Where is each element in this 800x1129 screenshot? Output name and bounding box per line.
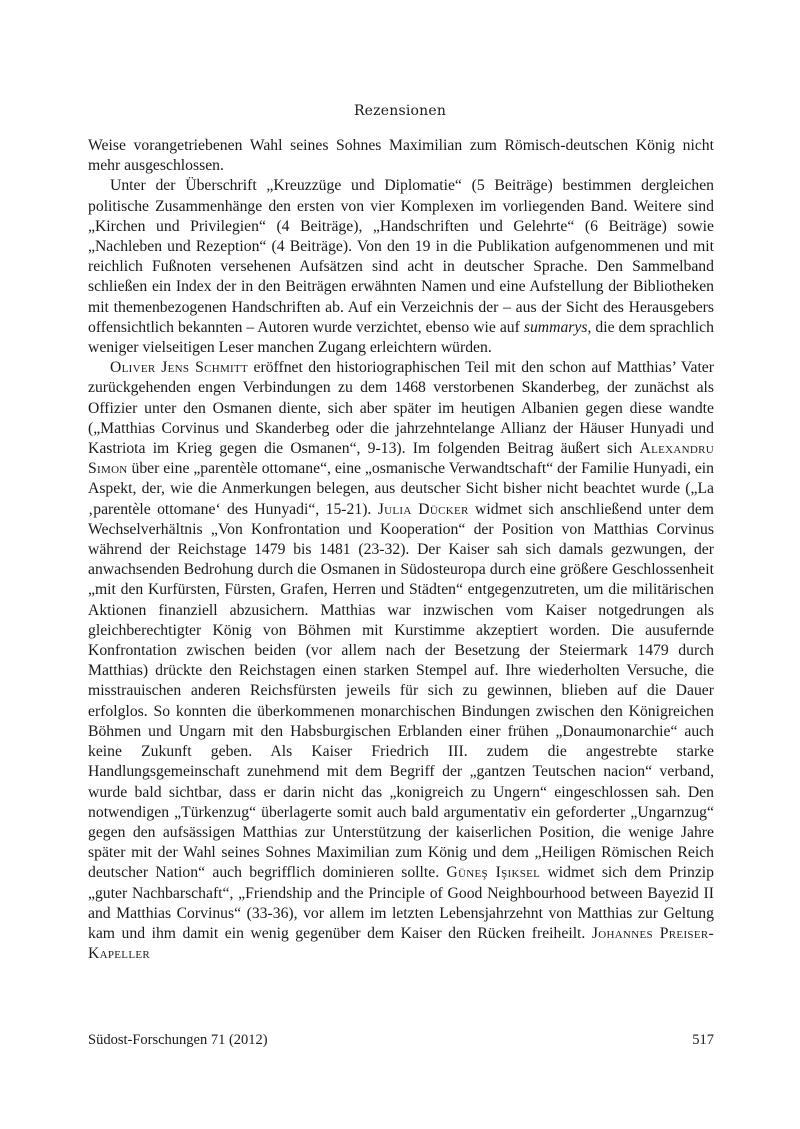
paragraph-3-text-2: über eine „parentèle ottomane“, eine „osmanische Verwandtschaft“ der Familie Hunyadi, ein Aspekt, der, wie die Anmerkungen belegen, aus deutscher Sicht bisher nicht beachtet wurde („La ‚parentèle ottomane‘ des Hunyadi“, 15-21). bbox=[88, 460, 715, 518]
paragraph-3-text-3: widmet sich anschließend unter dem Wechselverhältnis „Von Konfrontation und Kooperation“ der Position von Matthias Corvinus während der Reichstage 1479 bis 1481 (23-32). Der Kaiser sah sich damals gezwungen, der anwachsenden Bedrohung durch die Osmanen in Südosteuropa durch eine größere Geschlossenheit „mit den Kurfürsten, Fürsten, Grafen, Herren und Städten“ entgegenzutreten, um die militärischen Aktionen finanziell abzusichern. Matthias war inzwischen vom Kaiser notgedrungen als gleichberechtigter König von Böhmen mit Kurstimme akzeptiert worden. Die ausufernde Konfrontation zwischen beiden (vor allem nach der Besetzung der Steiermark 1479 durch Matthias) drückte den Reichstagen einen starken Stempel auf. Ihre wiederholten Versuche, die misstrauischen anderen Reichsfürsten jeweils für sich zu gewinnen, blieben auf die Dauer erfolglos. So konnten die überkommenen monarchischen Bindungen zwischen den Königreichen Böhmen und Ungarn mit den Habsburgischen Erblanden einer frühen „Donaumonarchie“ auch keine Zukunft geben. Als Kaiser Friedrich III. zudem die angestrebte starke Handlungsgemeinschaft zunehmend mit dem Begriff der „gantzen Teutschen nacion“ verband, wurde bald sichtbar, dass er darin nicht das „konigreich zu Ungern“ eingeschlossen sah. Den notwendigen „Türkenzug“ überlagerte somit auch bald argumentativ ein geforderter „Ungarnzug“ gegen den aufsässigen Matthias zur Unterstützung der kaiserlichen Position, die wenige Jahre später mit der Wahl seines Sohnes Maximilian zum König und dem „Heiligen Römischen Reich deutscher Nation“ auch begrifflich dominieren sollte. bbox=[88, 500, 714, 882]
paragraph-2-text-after: , die dem sprachlich weniger vielseitigen Leser manchen Zugang erleichtern würden. bbox=[88, 318, 714, 357]
author-name: Güneş Işıksel bbox=[446, 864, 541, 882]
article-body bbox=[88, 136, 714, 964]
paragraph-1 bbox=[88, 136, 714, 176]
italic-term: summarys bbox=[523, 318, 588, 336]
author-name: Johannes Preiser-Kapeller bbox=[88, 924, 714, 963]
page-number: 517 bbox=[692, 1032, 714, 1048]
author-name: Julia Dücker bbox=[377, 500, 469, 518]
running-header: Rezensionen bbox=[353, 103, 447, 119]
paragraph-3-text-4: widmet sich dem Prinzip „guter Nachbarschaft“, „Friendship and the Principle of Good Neighbourhood between Bayezid II and Matthias Corvinus“ (33-36), vor allem im letzten Lebensjahrzehnt von Matthias zur Geltung kam und ihm damit ein wenig gegenüber dem Kaiser den Rücken freiheilt. bbox=[88, 864, 715, 942]
author-name: Oliver Jens Schmitt bbox=[110, 359, 249, 377]
paragraph-2 bbox=[88, 176, 714, 358]
journal-citation: Südost-Forschungen 71 (2012) bbox=[88, 1032, 268, 1048]
paragraph-3 bbox=[88, 358, 714, 964]
author-name: Alexandru Simon bbox=[88, 440, 714, 478]
paragraph-2-text: Unter der Überschrift „Kreuzzüge und Diplomatie“ (5 Beiträge) bestimmen dergleichen politische Zusammenhänge den ersten von vier Komplexen im vorliegenden Band. Weitere sind „Kirchen und Privilegien“ (4 Beiträge), „Handschriften und Gelehrte“ (6 Beiträge) sowie „Nachleben und Rezeption“ (4 Beiträge). Von den 19 in die Publikation aufgenommenen und mit reichlich Fußnoten versehenen Aufsätzen sind acht in deutscher Sprache. Den Sammelband schließen ein Index der in den Beiträgen erwähnten Namen und eine Aufstellung der Bibliotheken mit themenbezogenen Handschriften ab. Auf ein Verzeichnis der – aus der Sicht des Herausgebers offensichtlich bekannten – Autoren wurde verzichtet, ebenso wie auf bbox=[88, 177, 714, 336]
paragraph-3-text-1: eröffnet den historiographischen Teil mit den schon auf Matthias’ Vater zurückgehenden engen Verbindungen zu dem 1468 verstorbenen Skanderbeg, der zunächst als Offizier unter den Osmanen diente, sich aber später im heutigen Albanien gegen diese wandte („Matthias Corvinus und Skanderbeg oder die jahrzehntelange Allianz der Häuser Hunyadi und Kastriota im Krieg gegen die Osmanen“, 9-13). Im folgenden Beitrag äußert sich bbox=[88, 359, 714, 458]
paragraph-1-text: Weise vorangetriebenen Wahl seines Sohnes Maximilian zum Römisch-deutschen König nicht mehr ausgeschlossen. bbox=[88, 137, 714, 175]
